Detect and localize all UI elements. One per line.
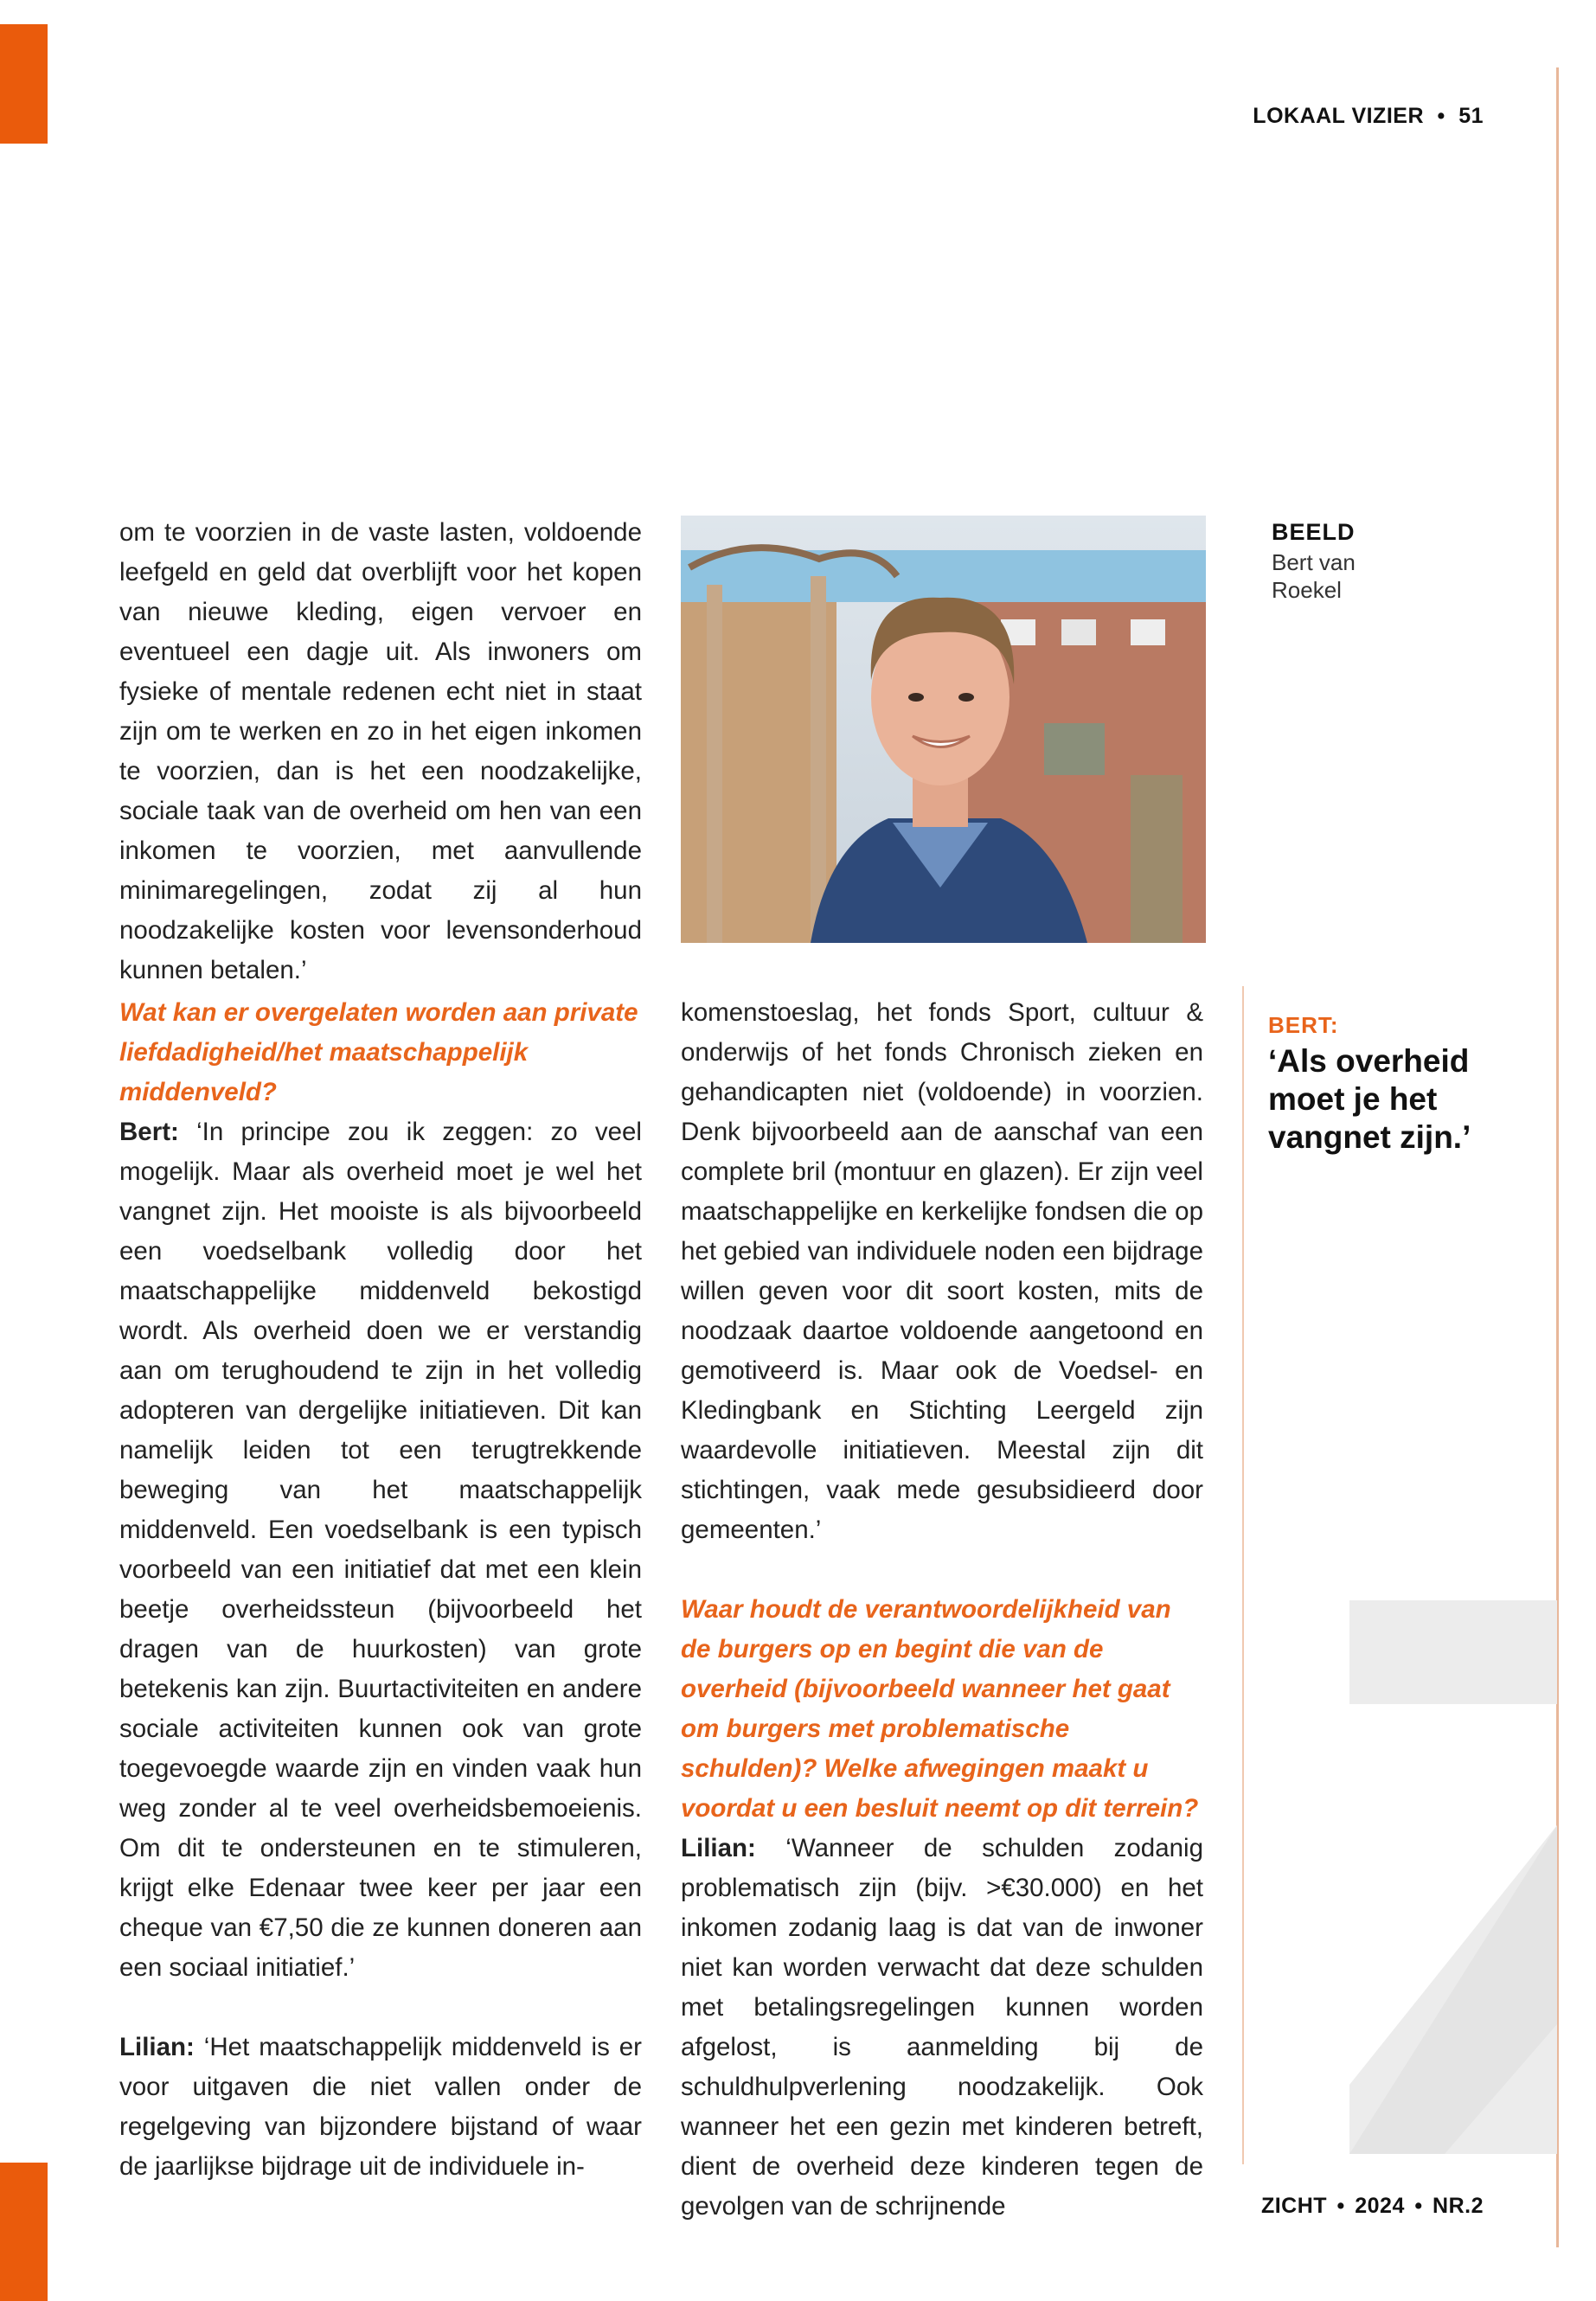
speaker-lilian: Lilian: <box>119 2033 195 2061</box>
portrait-illustration <box>681 516 1206 943</box>
column-2 <box>681 993 1203 2227</box>
top-edge-bar <box>0 24 48 144</box>
question-1: Wat kan er overgelaten worden aan private liefdadigheid/het maatschappelijk middenveld? <box>119 998 638 1106</box>
section-title: LOKAAL VIZIER <box>1253 104 1425 128</box>
lilian-answer-text-2: ‘Wanneer de schulden zodanig problematisch zijn (bijv. >€30.000) en het inkomen zodanig laag is dat van de inwoner niet kan worden verwacht dat deze schulden met betalingsregelingen kunnen worden afgelost, is aanmelding bij de schuldhulpverlening noodzakelijk. Ook wanneer het een gezin met kinderen betreft, dient de overheid deze kinderen tegen de gevolgen van de schrijnende <box>681 1834 1203 2221</box>
footer-separator-2: • <box>1414 2194 1423 2218</box>
speaker-lilian-2: Lilian: <box>681 1834 756 1862</box>
header-separator: • <box>1437 104 1445 128</box>
issue-number: NR.2 <box>1433 2194 1484 2218</box>
lilian-answer-text-1: ‘Het maatschappelijk middenveld is er voor uitgaven die niet vallen onder de regelgeving van bijzondere bijstand of waar de jaarlijkse bijdrage uit de individuele in- <box>119 2033 642 2181</box>
column-1-top <box>119 513 642 990</box>
portrait-photo <box>681 516 1206 943</box>
page-number: 51 <box>1458 104 1484 128</box>
bert-answer-text: ‘In principe zou ik zeggen: zo veel mogelijk. Maar als overheid moet je wel het vangnet zijn. Het mooiste is als bijvoorbeeld een voedselbank volledig door het maatschappelijke middenveld bekostigd wordt. Als overheid doen we er verstandig aan om terughoudend te zijn in het volledig adopteren van dergelijke initiatieven. Dit kan namelijk leiden tot een terugtrekkende beweging van het maatschappelijk middenveld. Een voedselbank is een typisch voorbeeld van een initiatief dat met een klein beetje overheidssteun (bijvoorbeeld het dragen van de huurkosten) van grote betekenis kan zijn. Buurtactiviteiten en andere sociale activiteiten kunnen ook van grote toegevoegde waarde zijn en vinden vaak hun weg zonder al te veel overheidsbemoeienis. Om dit te ondersteunen en te stimuleren, krijgt elke Edenaar twee keer per jaar een cheque van €7,50 die ze kunnen doneren aan een sociaal initiatief.’ <box>119 1118 642 1982</box>
pull-quote-speaker: BERT: <box>1268 1012 1339 1038</box>
lilian-answer-paragraph-2 <box>681 1829 1203 2227</box>
lilian-answer-continuation: komenstoeslag, het fonds Sport, cultuur & onderwijs of het fonds Chronisch zieken en gehandicapten niet (voldoende) in voorzien. Denk bijvoorbeeld aan de aanschaf van een complete bril (montuur en glazen). Er zijn veel maatschappelijke en kerkelijke fondsen die op het gebied van individuele noden een bijdrage willen geven voor dit soort kosten, mits de noodzaak daartoe voldoende aangetoond en gemotiveerd is. Maar ook de Voedsel- en Kledingbank en Stichting Leergeld zijn waardevolle initiatieven. Meestal zijn dit stichtingen, vaak mede gesubsidieerd door gemeenten.’ <box>681 998 1203 1544</box>
sidebar-rule <box>1242 986 1244 2164</box>
footer-separator-1: • <box>1336 2194 1345 2218</box>
running-header <box>1253 104 1484 129</box>
pull-quote-text: ‘Als overheid moet je het vangnet zijn.’ <box>1268 1043 1471 1155</box>
running-footer <box>1261 2194 1484 2219</box>
bottom-edge-bar <box>0 2163 48 2301</box>
speaker-bert: Bert: <box>119 1118 179 1146</box>
paragraph-intro-continuation: om te voorzien in de vaste lasten, voldoende leefgeld en geld dat overblijft voor het kopen van nieuwe kleding, eigen vervoer en eventueel een dagje uit. Als inwoners om fysieke of mentale redenen echt niet in staat zijn om te werken en zo in het eigen inkomen te voorzien, dan is het een noodzakelijke, sociale taak van de overheid om hen van een inkomen te voorzien, met aanvullende minimaregelingen, zodat zij al hun noodzakelijke kosten voor levensonderhoud kunnen betalen.’ <box>119 518 642 984</box>
lilian-answer-paragraph-1 <box>119 2028 642 2187</box>
question-2: Waar houdt de verantwoordelijkheid van de burgers op en begint die van de overheid (bijvoorbeeld wanneer het gaat om burgers met problematische schulden)? Welke afwegingen maakt u voordat u een besluit neemt op dit terrein? <box>681 1595 1199 1823</box>
magazine-name: ZICHT <box>1260 2194 1328 2218</box>
issue-year: 2024 <box>1355 2194 1405 2218</box>
bert-answer-paragraph <box>119 1112 642 1988</box>
column-1 <box>119 993 642 2187</box>
photo-credit-label: BEELD <box>1272 519 1356 545</box>
decorative-logo-shape <box>1332 1600 1557 2154</box>
photo-credit-name: Bert van Roekel <box>1272 549 1356 603</box>
